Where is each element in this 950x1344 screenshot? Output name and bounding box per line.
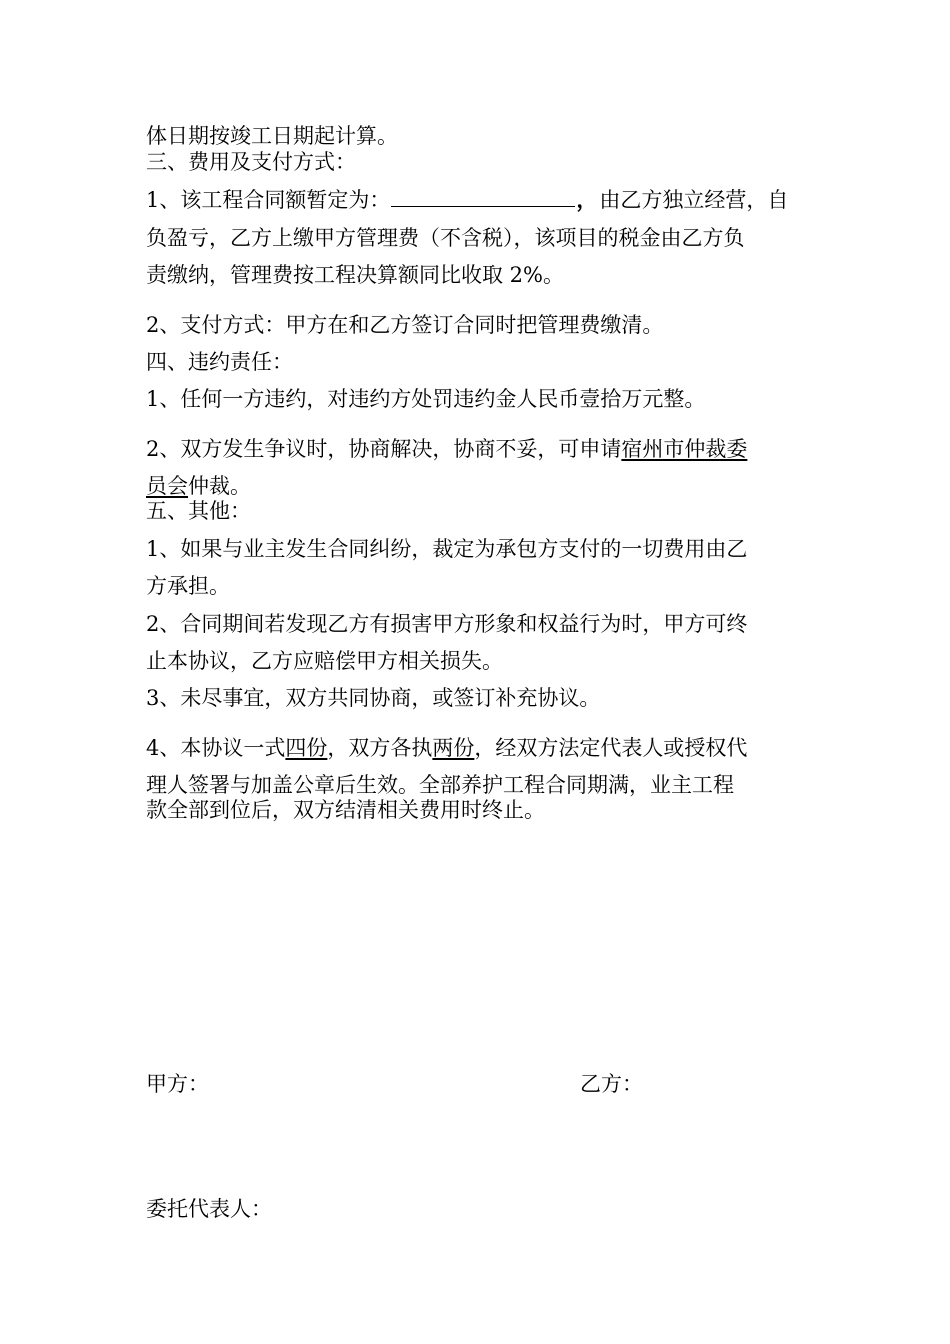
clause-text: ， [576, 187, 598, 212]
clause-5-4 [146, 736, 747, 760]
clause-text: 仲裁。 [188, 474, 251, 498]
text-line: 体日期按竣工日期起计算。 [146, 124, 398, 148]
clause-5-1-line2: 方承担。 [146, 574, 230, 598]
clause-text: ，经双方法定代表人或授权代 [474, 736, 748, 760]
party-a-label: 甲方： [146, 1072, 209, 1096]
clause-5-3: 3、未尽事宜，双方共同协商，或签订补充协议。 [146, 686, 601, 710]
clause-3-1-line2: 负盈亏，乙方上缴甲方管理费（不含税），该项目的税金由乙方负 [146, 226, 745, 250]
clause-5-4-line2: 理人签署与加盖公章后生效。全部养护工程合同期满，业主工程 [146, 773, 734, 797]
clause-text: 4、本协议一式 [146, 736, 286, 760]
section-heading-fees: 三、费用及支付方式： [146, 150, 356, 174]
clause-4-2-line2 [146, 474, 251, 498]
clause-3-1 [146, 188, 788, 212]
clause-3-1-line3: 责缴纳，管理费按工程决算额同比收取 2%。 [146, 263, 564, 287]
clause-4-1: 1、任何一方违约，对违约方处罚违约金人民币壹拾万元整。 [146, 387, 706, 411]
copies-count: 四份 [285, 736, 328, 760]
arbitration-body: 宿州市仲裁委 [621, 437, 748, 461]
section-heading-other: 五、其他： [146, 499, 251, 523]
party-b-label: 乙方： [580, 1072, 643, 1096]
clause-4-2 [146, 437, 747, 461]
clause-text: 2、双方发生争议时，协商解决，协商不妥，可申请 [146, 437, 622, 461]
representative-label: 委托代表人： [146, 1197, 272, 1221]
clause-5-2: 2、合同期间若发现乙方有损害甲方形象和权益行为时，甲方可终 [146, 612, 748, 636]
copies-each: 两份 [432, 736, 475, 760]
clause-3-2: 2、支付方式：甲方在和乙方签订合同时把管理费缴清。 [146, 313, 664, 337]
clause-5-4-line3: 款全部到位后，双方结清相关费用时终止。 [146, 798, 545, 822]
clause-5-2-line2: 止本协议，乙方应赔偿甲方相关损失。 [146, 649, 503, 673]
clause-text: 由乙方独立经营，自 [599, 188, 789, 212]
arbitration-body: 员会 [146, 474, 188, 498]
clause-5-1: 1、如果与业主发生合同纠纷，裁定为承包方支付的一切费用由乙 [146, 537, 748, 561]
clause-text: 1、该工程合同额暂定为： [146, 188, 391, 212]
clause-text: ，双方各执 [327, 736, 433, 760]
section-heading-breach: 四、违约责任： [146, 350, 293, 374]
amount-blank-field [391, 188, 575, 207]
